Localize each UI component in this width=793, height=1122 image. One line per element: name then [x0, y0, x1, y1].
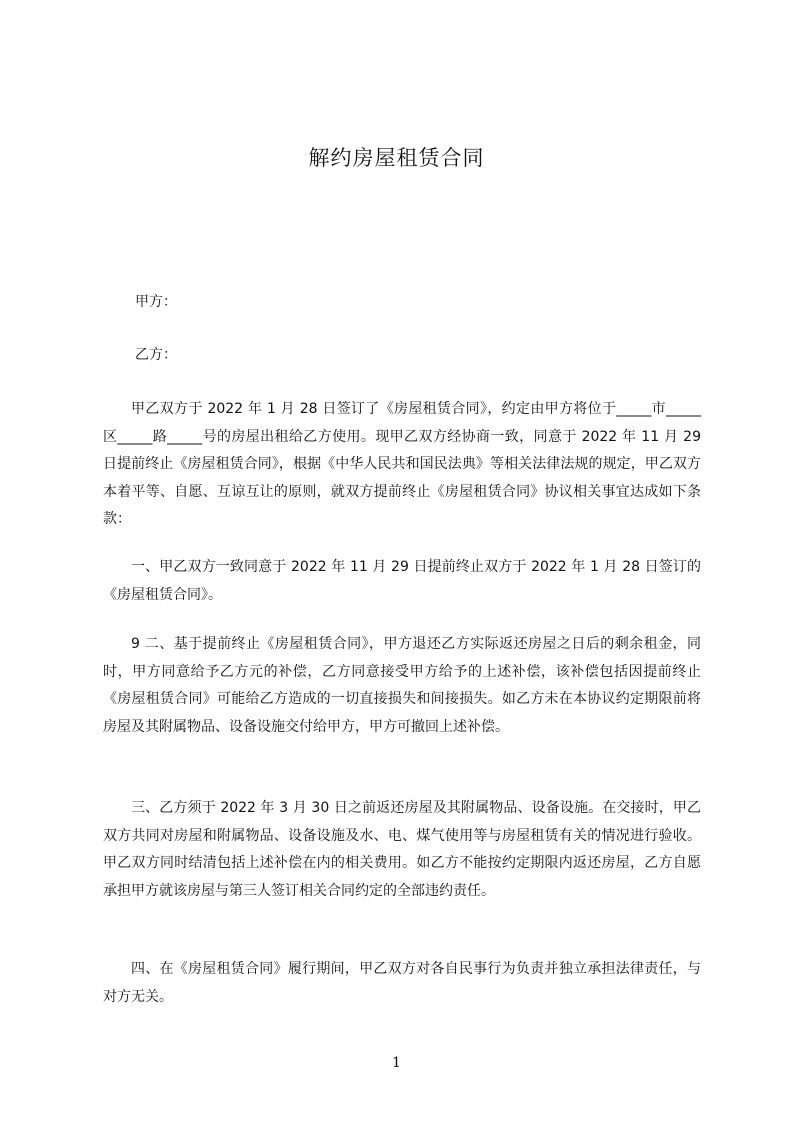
page-number: 1: [392, 1055, 401, 1071]
clause-4: 四、在《房屋租赁合同》履行期间，甲乙双方对各自民事行为负责并独立承担法律责任，与对方无关。: [103, 961, 701, 1005]
party-b-label: 乙方：: [135, 347, 177, 363]
document-title: 解约房屋租赁合同: [308, 146, 485, 170]
intro-paragraph: 甲乙双方于 2022 年 1 月 28 日签订了《房屋租赁合同》，约定由甲方将位于_____市_____区_____路_____号的房屋出租给乙方使用。现甲乙双方经协商一致，同意于 2022 年 11 月 29 日提前终止《房屋租赁合同》，根据《中华人民共和国民法典》等相关法律法规的规定，甲乙双方本着平等、自愿、互谅互让的原则，就双方提前终止《房屋租赁合同》协议相关事宜达成如下条款：: [103, 401, 701, 527]
clause-3: 三、乙方须于 2022 年 3 月 30 日之前返还房屋及其附属物品、设备设施。在交接时，甲乙双方共同对房屋和附属物品、设备设施及水、电、煤气使用等与房屋租赁有关的情况进行验收。甲乙双方同时结清包括上述补偿在内的相关费用。如乙方不能按约定期限内返还房屋，乙方自愿承担甲方就该房屋与第三人签订相关合同约定的全部违约责任。: [103, 800, 701, 899]
party-a-label: 甲方：: [135, 294, 177, 310]
clause-2: 9 二、基于提前终止《房屋租赁合同》，甲方退还乙方实际返还房屋之日后的剩余租金，同时，甲方同意给予乙方元的补偿，乙方同意接受甲方给予的上述补偿，该补偿包括因提前终止《房屋租赁合同》可能给乙方造成的一切直接损失和间接损失。如乙方未在本协议约定期限前将房屋及其附属物品、设备设施交付给甲方，甲方可撤回上述补偿。: [103, 636, 701, 735]
clause-1: 一、甲乙双方一致同意于 2022 年 11 月 29 日提前终止双方于 2022 年 1 月 28 日签订的《房屋租赁合同》。: [103, 559, 701, 603]
